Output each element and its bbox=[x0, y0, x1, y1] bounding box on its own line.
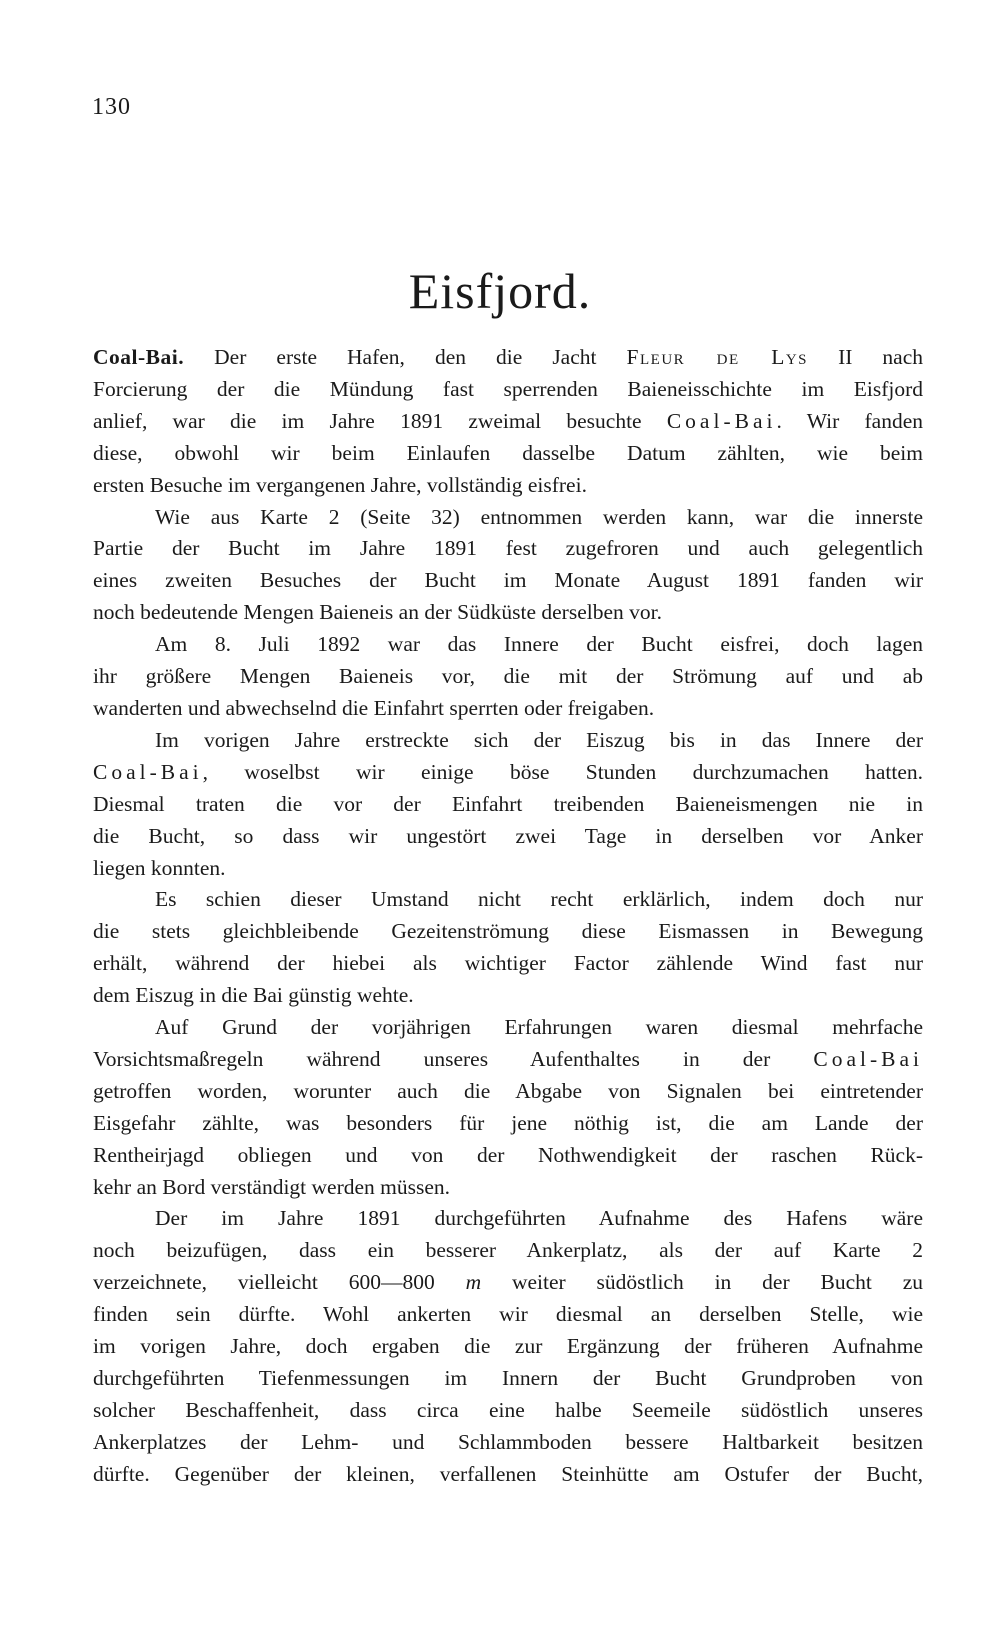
section-label: Coal-Bai. bbox=[93, 345, 185, 369]
text-line: die Bucht, so dass wir ungestört zwei Tage in derselben vor Anker bbox=[93, 823, 923, 848]
text-line: Diesmal traten die vor der Einfahrt treibenden Baieneismengen nie in bbox=[93, 791, 923, 816]
article-body bbox=[93, 342, 923, 1491]
text-line: Auf Grund der vorjährigen Erfahrungen waren diesmal mehrfache bbox=[155, 1015, 923, 1040]
text-run: Vorsichtsmaßregeln während unseres Aufenthaltes in der bbox=[93, 1046, 814, 1071]
text-line: Partie der Bucht im Jahre 1891 fest zugefroren und auch gelegentlich bbox=[93, 536, 923, 561]
page-number: 130 bbox=[92, 94, 131, 120]
place-name: Coal-Bai bbox=[93, 759, 203, 784]
text-line: Der im Jahre 1891 durchgeführten Aufnahme des Hafens wäre bbox=[155, 1206, 923, 1231]
text-line: Eisgefahr zählte, was besonders für jene nöthig ist, die am Lande der bbox=[93, 1110, 923, 1135]
text-line: Im vorigen Jahre erstreckte sich der Eiszug bis in das Innere der bbox=[155, 727, 923, 752]
text-run: Der erste Hafen, den die Jacht bbox=[184, 345, 627, 369]
text-line bbox=[93, 1267, 923, 1299]
text-line: wanderten und abwechselnd die Einfahrt sperrten oder freigaben. bbox=[93, 695, 655, 720]
text-line: ersten Besuche im vergangenen Jahre, vollständig eisfrei. bbox=[93, 472, 587, 497]
text-run: . Wir fanden bbox=[776, 408, 923, 433]
text-line: eines zweiten Besuches der Bucht im Monate August 1891 fanden wir bbox=[93, 568, 923, 593]
text-line: Wie aus Karte 2 (Seite 32) entnommen werden kann, war die innerste bbox=[155, 504, 923, 529]
text-run: II nach bbox=[808, 345, 923, 369]
text-line: Rentheirjagd obliegen und von der Nothwendigkeit der raschen Rück- bbox=[93, 1142, 923, 1167]
text-line bbox=[93, 342, 923, 374]
text-line: die stets gleichbleibende Gezeitenströmung diese Eismassen in Bewegung bbox=[93, 919, 923, 944]
text-line bbox=[93, 1044, 923, 1076]
text-line: erhält, während der hiebei als wichtiger Factor zählende Wind fast nur bbox=[93, 951, 923, 976]
text-line: noch bedeutende Mengen Baieneis an der Südküste derselben vor. bbox=[93, 600, 662, 625]
text-line: solcher Beschaffenheit, dass circa eine halbe Seemeile südöstlich unseres bbox=[93, 1397, 923, 1422]
text-line: im vorigen Jahre, doch ergaben die zur Ergänzung der früheren Aufnahme bbox=[93, 1334, 923, 1359]
text-line: kehr an Bord verständigt werden müssen. bbox=[93, 1174, 451, 1199]
text-line: Ankerplatzes der Lehm- und Schlammboden bessere Haltbarkeit besitzen bbox=[93, 1429, 923, 1454]
unit: m bbox=[465, 1270, 482, 1295]
text-line: finden sein dürfte. Wohl ankerten wir diesmal an derselben Stelle, wie bbox=[93, 1302, 923, 1327]
text-line: Forcierung der die Mündung fast sperrenden Baieneisschichte im Eisfjord bbox=[93, 376, 923, 401]
place-name: Coal-Bai bbox=[666, 408, 777, 433]
text-line: liegen konnten. bbox=[93, 855, 226, 880]
text-line bbox=[93, 406, 923, 438]
text-line: durchgeführten Tiefenmessungen im Innern der Bucht Grundproben von bbox=[93, 1366, 923, 1390]
text-line: Am 8. Juli 1892 war das Innere der Bucht eisfrei, doch lagen bbox=[155, 632, 923, 657]
text-line bbox=[93, 757, 923, 789]
text-line: Es schien dieser Umstand nicht recht erklärlich, indem doch nur bbox=[155, 887, 923, 912]
text-line: ihr größere Mengen Baieneis vor, die mit der Strömung auf und ab bbox=[93, 664, 923, 689]
text-run: , woselbst wir einige böse Stunden durchzumachen hatten. bbox=[202, 759, 923, 784]
ship-name: Fleur de Lys bbox=[626, 345, 809, 369]
page-title: Eisfjord. bbox=[408, 263, 592, 319]
place-name: Coal-Bai bbox=[813, 1046, 923, 1071]
text-run: anlief, war die im Jahre 1891 zweimal besuchte bbox=[93, 408, 667, 433]
text-line: dürfte. Gegenüber der kleinen, verfallenen Steinhütte am Ostufer der Bucht, bbox=[93, 1461, 923, 1486]
text-run: weiter südöstlich in der Bucht zu bbox=[481, 1270, 923, 1295]
text-line: diese, obwohl wir beim Einlaufen dasselbe Datum zählten, wie beim bbox=[93, 440, 923, 465]
text-line: dem Eiszug in die Bai günstig wehte. bbox=[93, 983, 414, 1008]
text-line: noch beizufügen, dass ein besserer Ankerplatz, als der auf Karte 2 bbox=[93, 1238, 923, 1263]
text-line: getroffen worden, worunter auch die Abgabe von Signalen bei eintretender bbox=[93, 1078, 923, 1103]
text-run: verzeichnete, vielleicht 600—800 bbox=[93, 1270, 466, 1295]
